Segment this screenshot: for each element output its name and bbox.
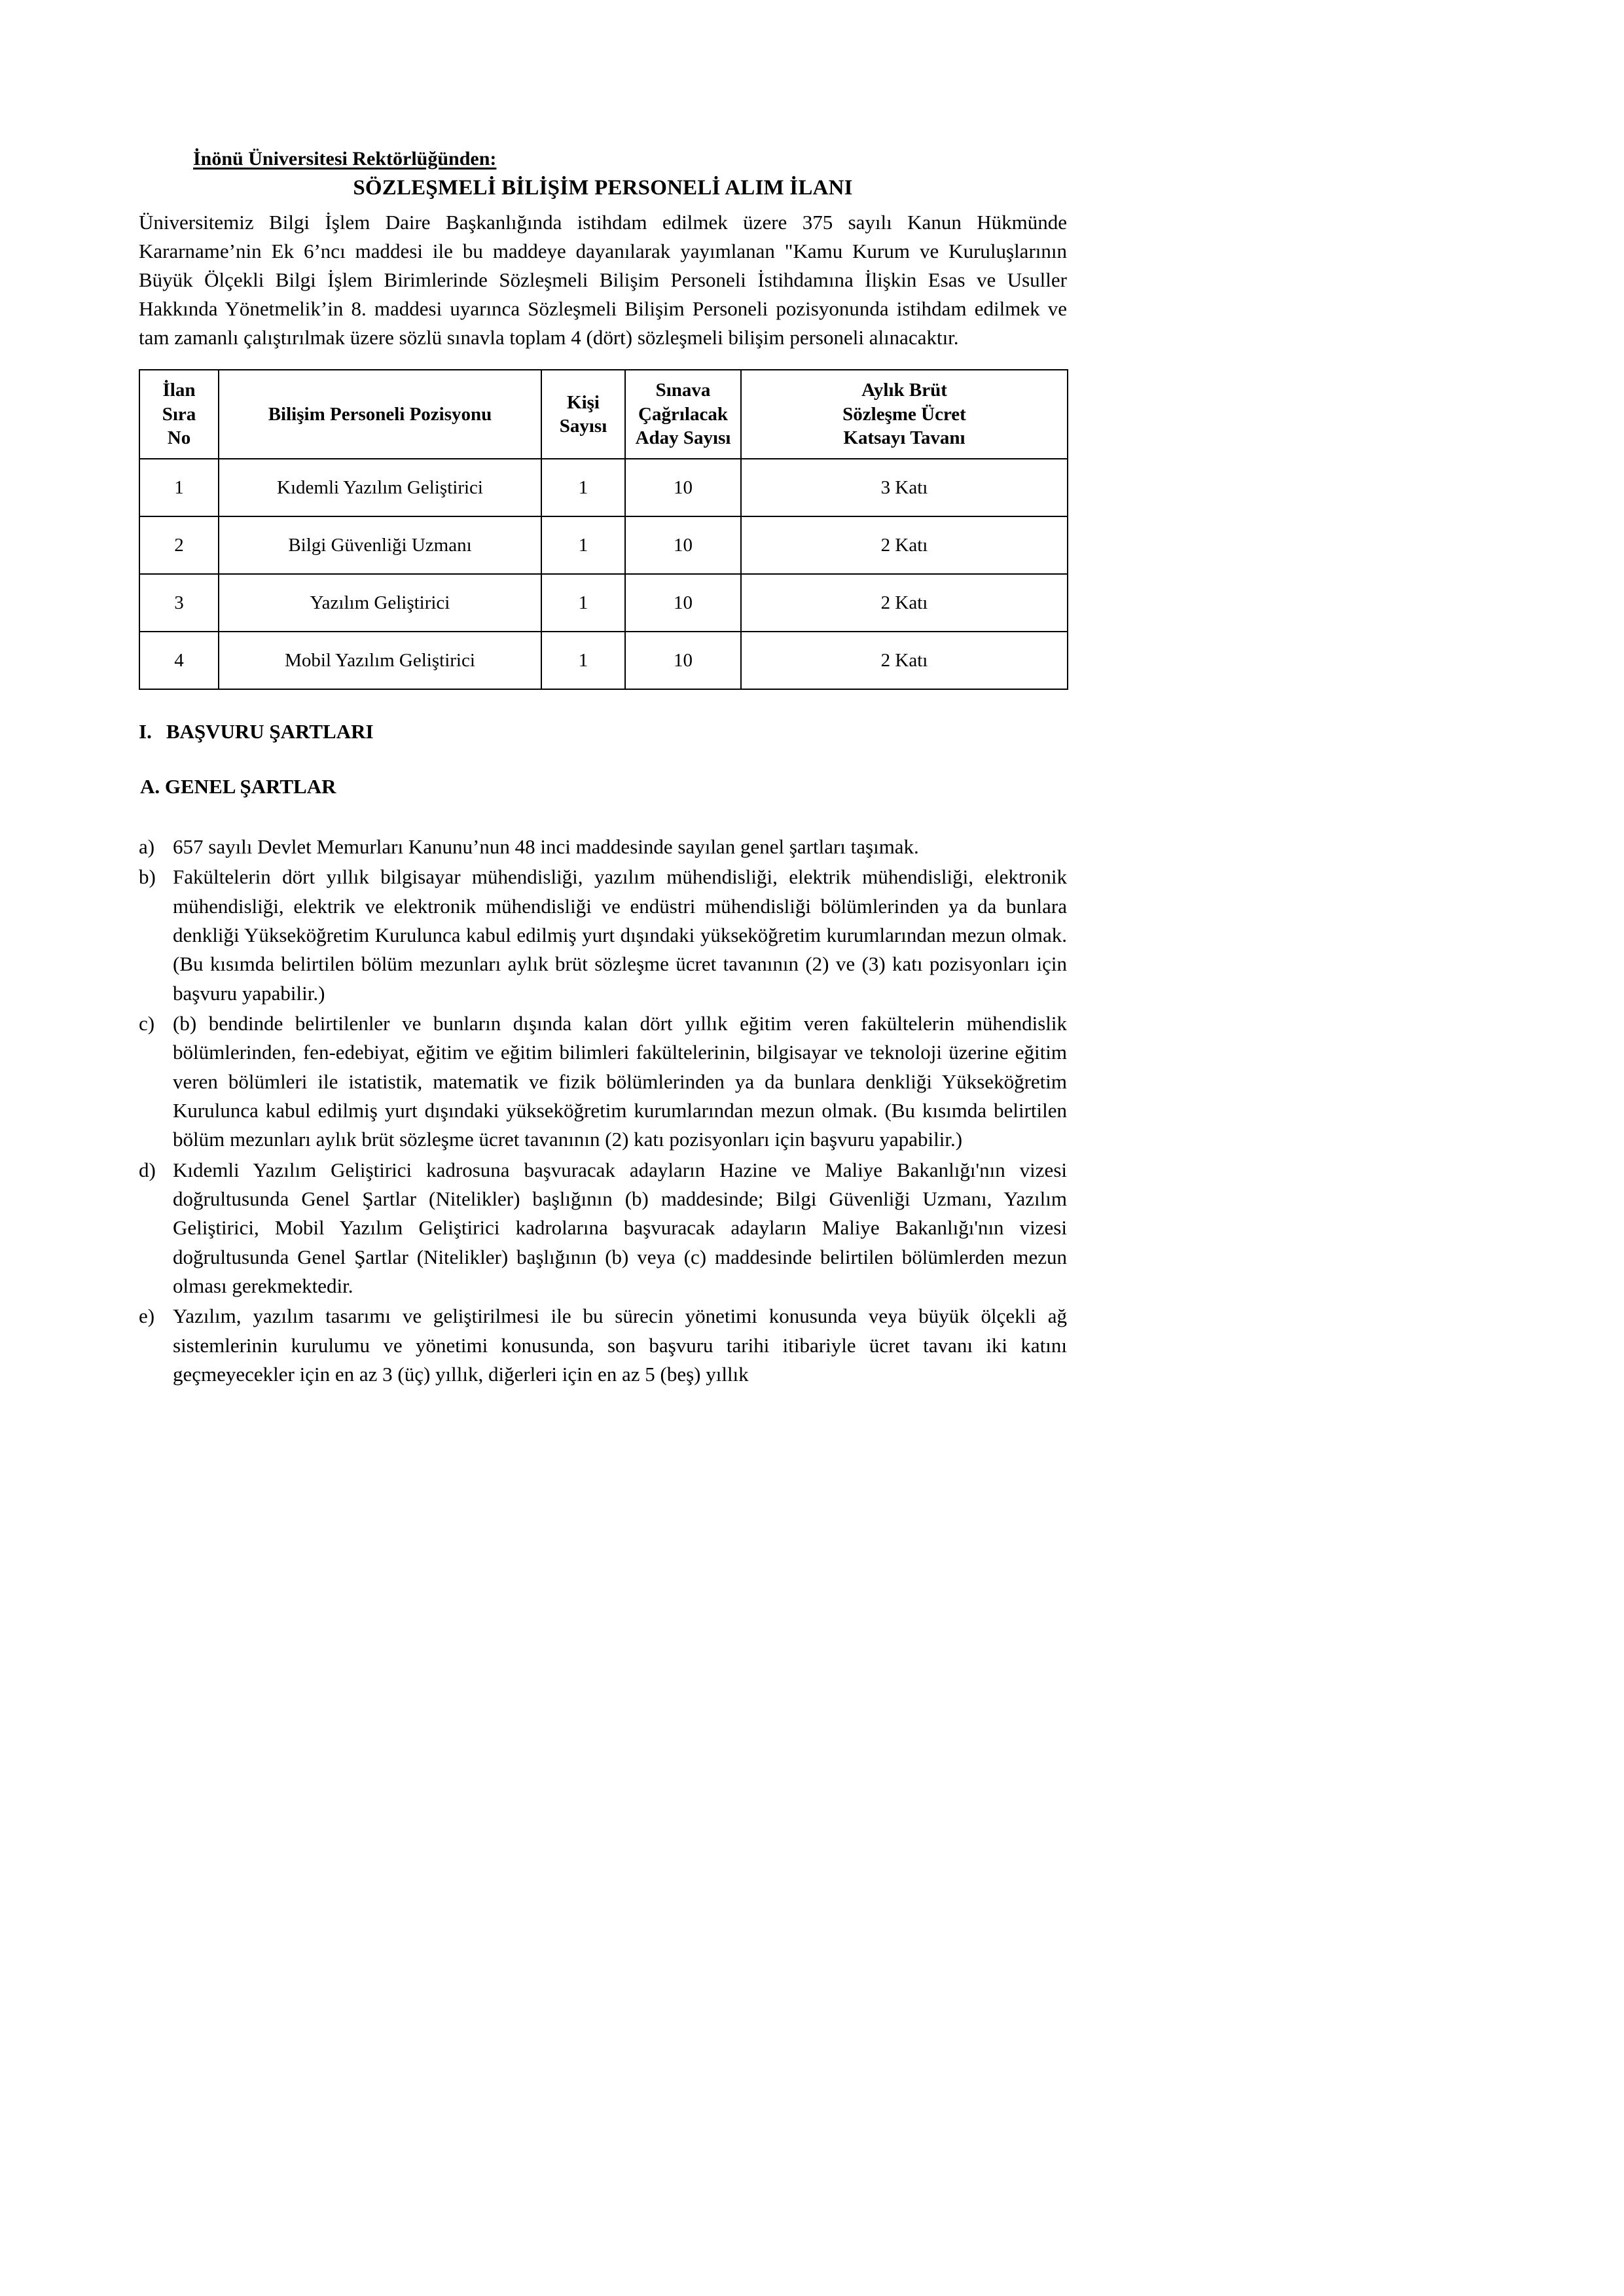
cell-position: Kıdemli Yazılım Geliştirici — [219, 459, 541, 516]
cell-person-count: 1 — [541, 459, 625, 516]
list-item-text: Kıdemli Yazılım Geliştirici kadrosuna başvuracak adayların Hazine ve Maliye Bakanlığı'nın vizesi doğrultusunda Genel Şartlar (Nitelikler) başlığının (b) maddesinde; Bilgi Güvenliği Uzmanı, Yazılım Geliştirici, Mobil Yazılım Geliştirici kadrolarına başvuracak adayların Maliye Bakanlığı'nın vizesi doğrultusunda Genel Şartlar (Nitelikler) başlığının (b) veya (c) maddesinde belirtilen bölümlerden mezun olması gerekmektedir. — [173, 1158, 1067, 1297]
column-header-ilan-sira-no — [139, 370, 219, 459]
list-item — [139, 833, 1067, 861]
list-item-marker: c) — [139, 1012, 155, 1035]
list-item-text: 657 sayılı Devlet Memurları Kanunu’nun 48 inci maddesinde sayılan genel şartları taşımak. — [173, 835, 919, 859]
list-item — [139, 1009, 1067, 1155]
cell-candidates-called: 10 — [625, 574, 741, 632]
subsection-heading-genel-sartlar: A. GENEL ŞARTLAR — [140, 775, 336, 798]
page-title: SÖZLEŞMELİ BİLİŞİM PERSONELİ ALIM İLANI — [353, 176, 853, 200]
table-row — [139, 459, 1068, 516]
list-item-marker: a) — [139, 835, 155, 859]
list-item — [139, 863, 1067, 1008]
header-line: İlan — [162, 380, 196, 401]
header-line: Sınava — [655, 380, 711, 401]
header-line: No — [167, 427, 191, 449]
header-line: Çağrılacak — [638, 403, 728, 425]
column-header-salary-coefficient — [741, 370, 1068, 459]
list-item — [139, 1302, 1067, 1389]
header-line: Aday Sayısı — [635, 427, 731, 449]
header-line: Katsayı Tavanı — [843, 427, 965, 449]
header-line: Sayısı — [559, 416, 607, 437]
cell-ilan-sira-no: 2 — [139, 516, 219, 574]
cell-person-count: 1 — [541, 632, 625, 689]
header-line: Kişi — [567, 391, 600, 413]
positions-table-head — [139, 370, 1068, 459]
header-line: Sözleşme Ücret — [842, 403, 966, 425]
cell-candidates-called: 10 — [625, 516, 741, 574]
cell-salary-coefficient: 2 Katı — [741, 632, 1068, 689]
header-line: Sıra — [162, 403, 196, 425]
cell-salary-coefficient: 3 Katı — [741, 459, 1068, 516]
header-line: Aylık Brüt — [861, 380, 947, 401]
list-item-marker: d) — [139, 1158, 156, 1181]
cell-position: Bilgi Güvenliği Uzmanı — [219, 516, 541, 574]
cell-position: Mobil Yazılım Geliştirici — [219, 632, 541, 689]
intro-paragraph: Üniversitemiz Bilgi İşlem Daire Başkanlığında istihdam edilmek üzere 375 sayılı Kanun Hükmünde Kararname’nin Ek 6’ncı maddesi ile bu maddeye dayanılarak yayımlanan "Kamu Kurum ve Kuruluşlarının Büyük Ölçekli Bilgi İşlem Birimlerinde Sözleşmeli Bilişim Personeli İstihdamına İlişkin Esas ve Usuller Hakkında Yönetmelik’in 8. maddesi uyarınca Sözleşmeli Bilişim Personeli pozisyonunda istihdam edilmek ve tam zamanlı çalıştırılmak üzere sözlü sınavla toplam 4 (dört) sözleşmeli bilişim personeli alınacaktır. — [139, 210, 1067, 350]
cell-ilan-sira-no: 3 — [139, 574, 219, 632]
column-header-person-count — [541, 370, 625, 459]
column-header-candidates-called — [625, 370, 741, 459]
section-title: BAŞVURU ŞARTLARI — [166, 720, 374, 744]
section-number: I. — [139, 720, 152, 744]
column-header-position — [219, 370, 541, 459]
positions-table-body — [139, 459, 1068, 689]
cell-candidates-called: 10 — [625, 459, 741, 516]
table-header-row — [139, 370, 1068, 459]
issuing-organization — [193, 147, 1067, 170]
table-row — [139, 632, 1068, 689]
cell-salary-coefficient: 2 Katı — [741, 516, 1068, 574]
table-row — [139, 516, 1068, 574]
list-item-marker: e) — [139, 1304, 155, 1328]
section-heading-basvuru-sartlari — [139, 720, 1067, 744]
cell-position: Yazılım Geliştirici — [219, 574, 541, 632]
list-item — [139, 1156, 1067, 1301]
list-item-text: Yazılım, yazılım tasarımı ve geliştirilmesi ile bu sürecin yönetimi konusunda veya büyük ölçekli ağ sistemlerinin kurulumu ve yönetimi konusunda, son başvuru tarihi itibariyle ücret tavanı iki katını geçmeyecekler için en az 3 (üç) yıllık, diğerleri için en az 5 (beş) yıllık — [173, 1304, 1067, 1386]
cell-ilan-sira-no: 1 — [139, 459, 219, 516]
document-content — [139, 147, 1067, 1390]
table-row — [139, 574, 1068, 632]
cell-salary-coefficient: 2 Katı — [741, 574, 1068, 632]
header-line: Bilişim Personeli Pozisyonu — [268, 403, 492, 425]
cell-ilan-sira-no: 4 — [139, 632, 219, 689]
positions-table-wrapper — [139, 369, 1067, 690]
cell-person-count: 1 — [541, 574, 625, 632]
issuing-organization-text: İnönü Üniversitesi Rektörlüğünden: — [193, 148, 497, 170]
list-item-marker: b) — [139, 865, 156, 889]
positions-table — [139, 369, 1068, 690]
general-conditions-list — [139, 833, 1067, 1389]
list-item-text: (b) bendinde belirtilenler ve bunların dışında kalan dört yıllık eğitim veren fakültelerin mühendislik bölümlerinden, fen-edebiyat, eğitim ve eğitim bilimleri fakültelerinin, bilgisayar ve teknoloji üzerine eğitim veren bölümleri ile istatistik, matematik ve fizik bölümlerinden ya da bunlara denkliği Yükseköğretim Kurulunca kabul edilmiş yurt dışındaki yükseköğretim kurumlarından mezun olmak. (Bu kısımda belirtilen bölüm mezunları aylık brüt sözleşme ücret tavanının (2) katı pozisyonları için başvuru yapabilir.) — [173, 1012, 1067, 1151]
cell-person-count: 1 — [541, 516, 625, 574]
list-item-text: Fakültelerin dört yıllık bilgisayar mühendisliği, yazılım mühendisliği, elektrik mühendisliği, elektronik mühendisliği, elektrik ve elektronik mühendisliği ve endüstri mühendisliği bölümlerinden ya da bunlara denkliği Yükseköğretim Kurulunca kabul edilmiş yurt dışındaki yükseköğretim kurumlarından mezun olmak. (Bu kısımda belirtilen bölüm mezunları aylık brüt sözleşme ücret tavanının (2) ve (3) katı pozisyonları için başvuru yapabilir.) — [173, 865, 1067, 1005]
cell-candidates-called: 10 — [625, 632, 741, 689]
